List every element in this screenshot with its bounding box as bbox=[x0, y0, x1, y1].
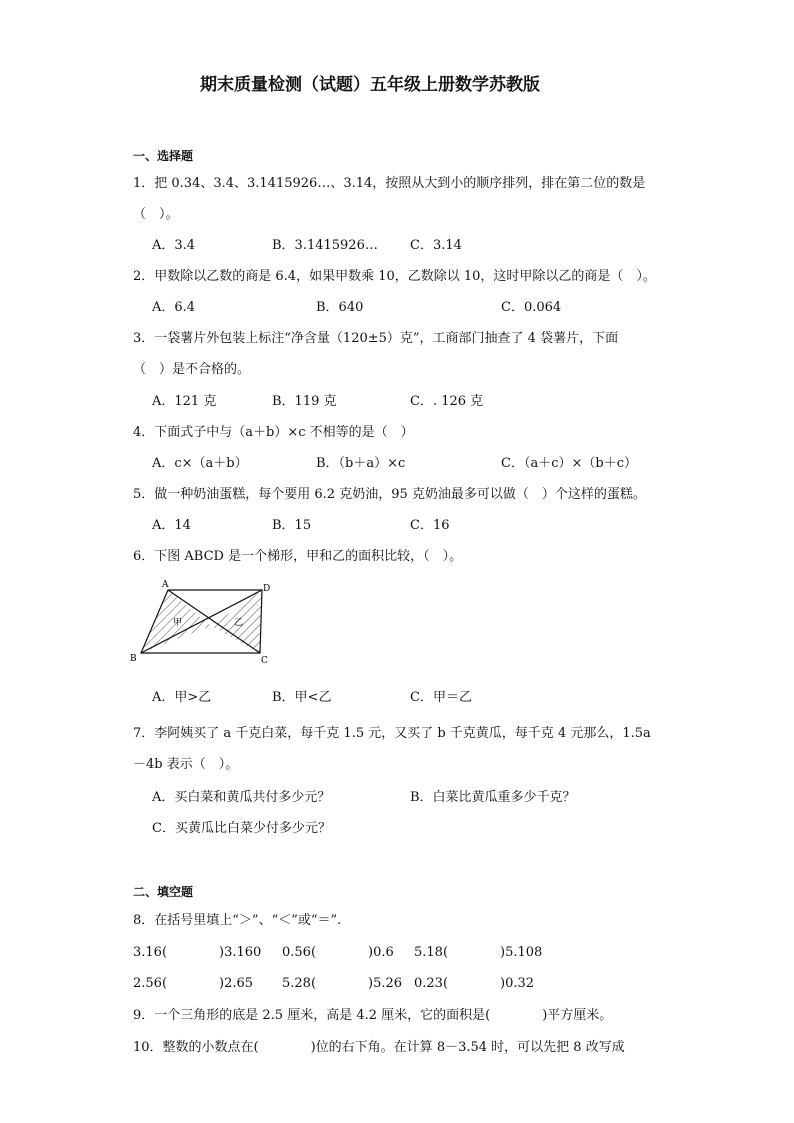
question-6-option-a: A．甲>乙 bbox=[152, 690, 212, 705]
question-6-text: 6．下图 ABCD 是一个梯形，甲和乙的面积比较，（ ）。 bbox=[133, 549, 463, 564]
question-7-option-a: A．买白菜和黄瓜共付多少元？ bbox=[152, 790, 331, 805]
section-heading-fill: 二、填空题 bbox=[133, 885, 194, 899]
question-3-option-c: C．. 126 克 bbox=[410, 394, 484, 409]
question-5-option-b: B．15 bbox=[272, 518, 312, 533]
question-1-text-cont: （ ）。 bbox=[133, 207, 179, 222]
section-heading-choice: 一、选择题 bbox=[133, 149, 194, 163]
question-2-option-b: B．640 bbox=[316, 300, 364, 315]
question-1-option-a: A．3.4 bbox=[152, 238, 196, 253]
label-d: D bbox=[263, 584, 271, 594]
question-6-option-b: B．甲<乙 bbox=[272, 690, 332, 705]
question-7-text-cont: －4b 表示（ ）。 bbox=[133, 757, 239, 772]
question-2-option-c: C．0.064 bbox=[501, 300, 562, 315]
question-5-option-a: A．14 bbox=[152, 518, 191, 533]
label-c: C bbox=[261, 656, 268, 666]
question-8-item: 5.28( )5.26 bbox=[282, 976, 403, 991]
question-8-item: 0.23( )0.32 bbox=[414, 976, 535, 991]
question-7-text: 7．李阿姨买了 a 千克白菜，每千克 1.5 元，又买了 b 千克黄瓜，每千克 4 元那么，1.5a bbox=[133, 726, 651, 741]
trapezoid-figure bbox=[128, 578, 278, 668]
question-8-text: 8．在括号里填上“＞”、“＜”或“＝”. bbox=[133, 913, 342, 928]
page-title: 期末质量检测（试题）五年级上册数学苏教版 bbox=[200, 75, 540, 95]
question-7-option-b: B．白菜比黄瓜重多少千克？ bbox=[410, 790, 576, 805]
question-9-text: 9．一个三角形的底是 2.5 厘米，高是 4.2 厘米，它的面积是( )平方厘米。 bbox=[133, 1008, 613, 1023]
label-a: A bbox=[162, 580, 169, 590]
question-1-option-b: B．3.1415926… bbox=[272, 238, 378, 253]
question-8-item: 2.56( )2.65 bbox=[133, 976, 254, 991]
question-3-option-b: B．119 克 bbox=[272, 394, 337, 409]
question-1-text: 1．把 0.34、3.4、3.1415926…、3.14，按照从大到小的顺序排列，排在第二位的数是 bbox=[133, 176, 646, 191]
question-4-option-b: B．（b＋a）×c bbox=[316, 456, 406, 471]
question-4-text: 4．下面式子中与（a＋b）×c 不相等的是（ ） bbox=[133, 425, 414, 440]
label-b: B bbox=[130, 654, 137, 664]
label-yi: 乙 bbox=[234, 618, 244, 628]
question-5-option-c: C．16 bbox=[410, 518, 450, 533]
question-1-option-c: C．3.14 bbox=[410, 238, 462, 253]
question-10-text: 10．整数的小数点在( )位的右下角。在计算 8－3.54 时，可以先把 8 改写成 bbox=[133, 1040, 625, 1055]
question-6-option-c: C．甲＝乙 bbox=[410, 690, 472, 705]
question-8-item: 5.18( )5.108 bbox=[414, 945, 543, 960]
label-jia: 甲 bbox=[173, 618, 183, 628]
question-3-option-a: A．121 克 bbox=[152, 394, 217, 409]
question-2-text: 2．甲数除以乙数的商是 6.4，如果甲数乘 10，乙数除以 10，这时甲除以乙的商是（ ）。 bbox=[133, 269, 656, 284]
question-4-option-c: C．（a＋c）×（b＋c） bbox=[501, 456, 637, 471]
question-4-option-a: A．c×（a＋b） bbox=[152, 456, 248, 471]
question-3-text-cont: （ ）是不合格的。 bbox=[133, 362, 251, 377]
question-8-item: 3.16( )3.160 bbox=[133, 945, 262, 960]
question-5-text: 5．做一种奶油蛋糕，每个要用 6.2 克奶油，95 克奶油最多可以做（ ）个这样的蛋糕。 bbox=[133, 487, 646, 502]
question-3-text: 3．一袋薯片外包装上标注“净含量（120±5）克”，工商部门抽查了 4 袋薯片，下面 bbox=[133, 331, 619, 346]
question-8-item: 0.56( )0.6 bbox=[282, 945, 394, 960]
question-2-option-a: A．6.4 bbox=[152, 300, 196, 315]
question-7-option-c: C．买黄瓜比白菜少付多少元？ bbox=[152, 821, 331, 836]
